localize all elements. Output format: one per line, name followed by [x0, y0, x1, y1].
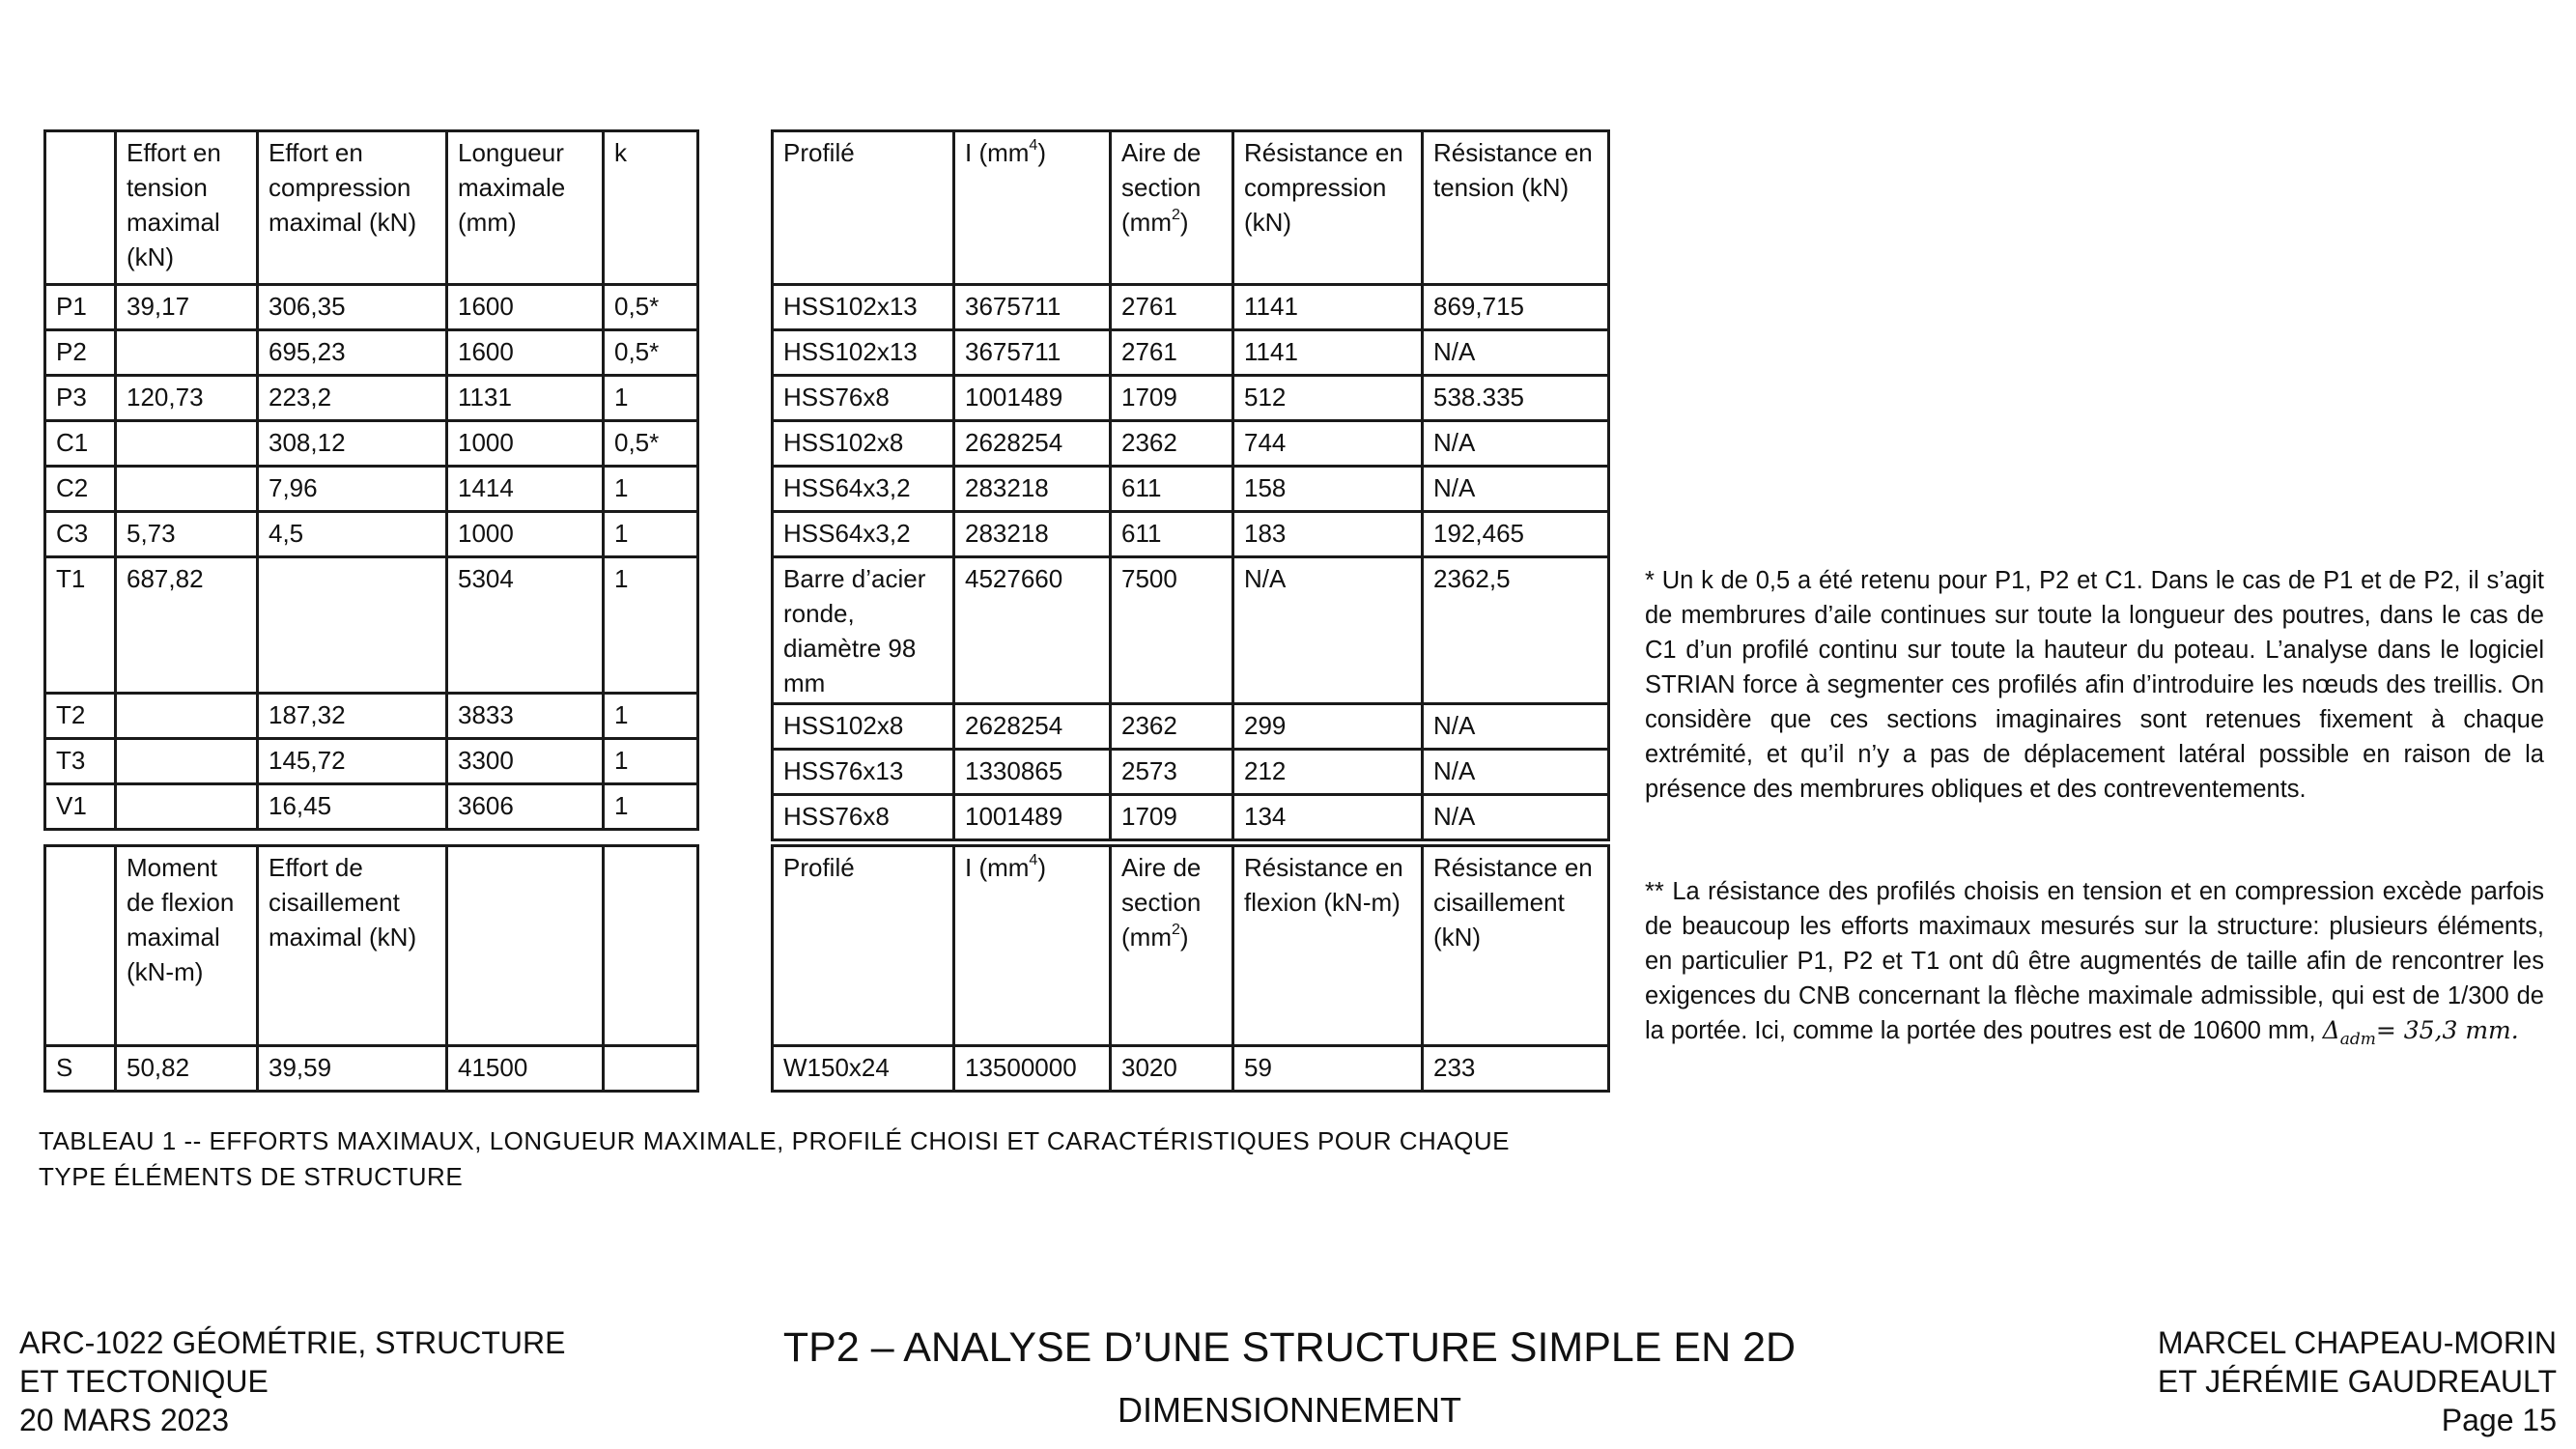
table-cell: 7,96 [258, 467, 447, 512]
header-cell [45, 846, 116, 1046]
table-cell: N/A [1423, 421, 1609, 467]
table-cell: 1000 [447, 512, 604, 557]
table-cell: 1001489 [954, 795, 1111, 840]
footer-authors [2158, 1323, 2557, 1439]
table-cell: 1 [604, 467, 698, 512]
table-cell: 41500 [447, 1046, 604, 1092]
footnote-k-value: * Un k de 0,5 a été retenu pour P1, P2 et C1. Dans le cas de P1 et de P2, il s’agit de membrures d’aile continues sur toute la longueur des poutres, dans le cas de C1 d’un profilé continu sur toute la hauteur du poteau. L’analyse dans le logiciel STRIAN force à segmenter ces profilés afin d’introduire les nœuds des treillis. On considère que ces sections imaginaires sont retenues fixement à chaque extrémité, et qu’il n’y a pas de déplacement latéral possible en raison de la présence des membrures obliques et des contreventements. [1645, 567, 2544, 803]
header-text: ) [1037, 138, 1046, 167]
table-cell [116, 421, 258, 467]
table-row [45, 1046, 698, 1092]
table-cell: 512 [1233, 376, 1423, 421]
header-cell-inertia [954, 846, 1111, 1046]
table-cell: 1001489 [954, 376, 1111, 421]
table-cell: 1 [604, 376, 698, 421]
table-cell: 2362 [1111, 421, 1233, 467]
table-row [45, 512, 698, 557]
table-row [45, 784, 698, 830]
header-cell [447, 846, 604, 1046]
header-cell-area [1111, 846, 1233, 1046]
table-cell: 212 [1233, 750, 1423, 795]
header-text: Aire de section (mm [1121, 853, 1202, 952]
table-cell: 744 [1233, 421, 1423, 467]
table-row [773, 795, 1609, 840]
table-row [773, 467, 1609, 512]
table-cell: 3675711 [954, 285, 1111, 330]
table-cell: 39,17 [116, 285, 258, 330]
table-cell: 1330865 [954, 750, 1111, 795]
table-cell: 5304 [447, 557, 604, 694]
header-cell: Profilé [773, 846, 954, 1046]
table-cell: N/A [1233, 557, 1423, 704]
table-row [45, 376, 698, 421]
table-cell: HSS102x8 [773, 421, 954, 467]
table-row [45, 467, 698, 512]
table-cell: P3 [45, 376, 116, 421]
table-cell: 1600 [447, 330, 604, 376]
table-cell: N/A [1423, 330, 1609, 376]
table-header-row [45, 846, 698, 1046]
table-cell: T3 [45, 739, 116, 784]
table-cell [116, 739, 258, 784]
table-cell: 2628254 [954, 421, 1111, 467]
table-cell: P2 [45, 330, 116, 376]
table-cell: 13500000 [954, 1046, 1111, 1092]
table-cell: 1 [604, 557, 698, 694]
delta-subscript: adm [2339, 1030, 2376, 1049]
header-cell-area [1111, 131, 1233, 285]
table-cell [116, 467, 258, 512]
table-cell: 2573 [1111, 750, 1233, 795]
table-cell: 283218 [954, 467, 1111, 512]
table-cell [116, 784, 258, 830]
table-cell: 299 [1233, 704, 1423, 750]
table-cell: HSS102x13 [773, 330, 954, 376]
beam-efforts-table [43, 844, 699, 1093]
author-line: ET JÉRÉMIE GAUDREAULT [2157, 1364, 2557, 1399]
table-cell: 3606 [447, 784, 604, 830]
table-cell: T2 [45, 694, 116, 739]
table-row [773, 376, 1609, 421]
table-cell: 192,465 [1423, 512, 1609, 557]
table-row [45, 285, 698, 330]
header-text: ) [1179, 208, 1189, 237]
header-text: Aire de section (mm [1121, 138, 1202, 237]
table-header-row [773, 846, 1609, 1046]
header-text: I (mm [965, 138, 1030, 167]
table-cell: 687,82 [116, 557, 258, 694]
delta-symbol: Δ [2322, 1016, 2340, 1044]
table-cell: 3020 [1111, 1046, 1233, 1092]
footnote-resistance-text: ** La résistance des profilés choisis en tension et en compression excède parfois de beaucoup les efforts maximaux mesurés sur la structure: plusieurs éléments, en particulier P1, P2 et T1 ont dû être augmentés de taille afin de rencontrer les exigences du CNB concernant la flèche maximale admissible, qui est de 1/300 de la portée. Ici, comme la portée des poutres est de 10600 mm, [1645, 878, 2544, 1044]
table-row [45, 330, 698, 376]
table-cell: 308,12 [258, 421, 447, 467]
table-row [773, 750, 1609, 795]
table-cell: T1 [45, 557, 116, 694]
table-header-row [773, 131, 1609, 285]
table-cell: 0,5* [604, 421, 698, 467]
table-cell: 1600 [447, 285, 604, 330]
table-cell: 0,5* [604, 285, 698, 330]
table-cell: HSS64x3,2 [773, 467, 954, 512]
table-cell: C2 [45, 467, 116, 512]
beam-profile-table [771, 844, 1610, 1093]
header-cell: Résistance en cisaillement (kN) [1423, 846, 1609, 1046]
table-cell: 1414 [447, 467, 604, 512]
table-cell: 2761 [1111, 330, 1233, 376]
table-cell: HSS76x8 [773, 376, 954, 421]
header-cell [604, 846, 698, 1046]
table-cell: HSS76x8 [773, 795, 954, 840]
header-cell: Profilé [773, 131, 954, 285]
table-cell: 1709 [1111, 795, 1233, 840]
table-cell: S [45, 1046, 116, 1092]
table-cell: 611 [1111, 512, 1233, 557]
document-subtitle: DIMENSIONNEMENT [1117, 1390, 1461, 1430]
header-text: ) [1179, 923, 1189, 952]
superscript: 2 [1171, 922, 1180, 939]
table-cell: 2362 [1111, 704, 1233, 750]
table-caption: TABLEAU 1 -- EFFORTS MAXIMAUX, LONGUEUR MAXIMALE, PROFILÉ CHOISI ET CARACTÉRISTIQUES POUR CHAQUE TYPE ÉLÉMENTS DE STRUCTURE [39, 1126, 1511, 1191]
table-cell: 2761 [1111, 285, 1233, 330]
table-cell: 1141 [1233, 285, 1423, 330]
header-cell: Effort de cisaillement maximal (kN) [258, 846, 447, 1046]
table-cell: 183 [1233, 512, 1423, 557]
table-cell: 158 [1233, 467, 1423, 512]
footnote-resistance [1645, 874, 2544, 1057]
profiles-table [771, 129, 1610, 841]
table-row [45, 694, 698, 739]
table-row [45, 739, 698, 784]
header-cell [45, 131, 116, 285]
table-cell: 1000 [447, 421, 604, 467]
table-cell: N/A [1423, 704, 1609, 750]
table-cell: 7500 [1111, 557, 1233, 704]
table-header-row [45, 131, 698, 285]
table-cell: C3 [45, 512, 116, 557]
table-cell: 59 [1233, 1046, 1423, 1092]
document-title: TP2 – ANALYSE D’UNE STRUCTURE SIMPLE EN 2D [782, 1324, 1797, 1371]
table-cell: 4527660 [954, 557, 1111, 704]
course-title: ARC-1022 GÉOMÉTRIE, STRUCTURE [19, 1325, 566, 1360]
table-cell: 120,73 [116, 376, 258, 421]
header-cell: Résistance en tension (kN) [1423, 131, 1609, 285]
table-cell: 1 [604, 512, 698, 557]
table-cell: 16,45 [258, 784, 447, 830]
header-cell: Résistance en compression (kN) [1233, 131, 1423, 285]
table-cell: 3300 [447, 739, 604, 784]
table-cell: Barre d’acier ronde, diamètre 98 mm [773, 557, 954, 704]
table-cell: HSS102x8 [773, 704, 954, 750]
table-row [773, 557, 1609, 704]
table-row [773, 330, 1609, 376]
footer-course-info [19, 1323, 565, 1439]
table-cell: 2628254 [954, 704, 1111, 750]
header-cell: k [604, 131, 698, 285]
table-cell: 4,5 [258, 512, 447, 557]
header-text: I (mm [965, 853, 1030, 882]
table-cell: HSS102x13 [773, 285, 954, 330]
table-cell: 1 [604, 784, 698, 830]
deflection-formula [2322, 1016, 2519, 1049]
table-cell: 223,2 [258, 376, 447, 421]
table-cell: 134 [1233, 795, 1423, 840]
table-cell: 3675711 [954, 330, 1111, 376]
table-cell [604, 1046, 698, 1092]
table-cell: 3833 [447, 694, 604, 739]
table-row [773, 512, 1609, 557]
table-cell: HSS64x3,2 [773, 512, 954, 557]
table-cell: 187,32 [258, 694, 447, 739]
header-cell-inertia [954, 131, 1111, 285]
table-cell [116, 330, 258, 376]
table-cell: 1 [604, 694, 698, 739]
table-row [773, 421, 1609, 467]
header-cell: Effort en tension maximal (kN) [116, 131, 258, 285]
table-cell: 611 [1111, 467, 1233, 512]
table-cell: 2362,5 [1423, 557, 1609, 704]
table-cell: 233 [1423, 1046, 1609, 1092]
page-number: Page 15 [2441, 1403, 2557, 1437]
table-cell: N/A [1423, 467, 1609, 512]
header-text: ) [1037, 853, 1046, 882]
table-cell: C1 [45, 421, 116, 467]
table-cell: 0,5* [604, 330, 698, 376]
table-cell: 869,715 [1423, 285, 1609, 330]
table-cell: 306,35 [258, 285, 447, 330]
table-row [773, 1046, 1609, 1092]
superscript: 2 [1171, 207, 1180, 224]
table-cell: 538.335 [1423, 376, 1609, 421]
author-line: MARCEL CHAPEAU-MORIN [2157, 1325, 2557, 1360]
superscript: 4 [1029, 852, 1038, 869]
table-cell: 695,23 [258, 330, 447, 376]
course-title-cont: ET TECTONIQUE [19, 1364, 269, 1399]
superscript: 4 [1029, 137, 1038, 155]
table-cell: 1131 [447, 376, 604, 421]
table-cell: 50,82 [116, 1046, 258, 1092]
header-cell: Résistance en flexion (kN-m) [1233, 846, 1423, 1046]
table-cell: 1709 [1111, 376, 1233, 421]
table-cell: 283218 [954, 512, 1111, 557]
document-date: 20 MARS 2023 [19, 1403, 230, 1437]
table-row [773, 285, 1609, 330]
table-cell: N/A [1423, 795, 1609, 840]
header-cell: Longueur maximale (mm) [447, 131, 604, 285]
header-cell: Effort en compression maximal (kN) [258, 131, 447, 285]
formula-value: = 35,3 mm. [2375, 1016, 2519, 1044]
header-cell: Moment de flexion maximal (kN-m) [116, 846, 258, 1046]
table-row [45, 421, 698, 467]
table-cell: 1141 [1233, 330, 1423, 376]
table-row [773, 704, 1609, 750]
table-cell: 5,73 [116, 512, 258, 557]
efforts-table [43, 129, 699, 831]
table-cell: 145,72 [258, 739, 447, 784]
table-cell [258, 557, 447, 694]
table-cell: V1 [45, 784, 116, 830]
table-cell: N/A [1423, 750, 1609, 795]
table-cell [116, 694, 258, 739]
table-cell: 1 [604, 739, 698, 784]
table-cell: W150x24 [773, 1046, 954, 1092]
footer-title [637, 1321, 1941, 1435]
table-cell: HSS76x13 [773, 750, 954, 795]
table-cell: P1 [45, 285, 116, 330]
table-cell: 39,59 [258, 1046, 447, 1092]
table-row [45, 557, 698, 694]
